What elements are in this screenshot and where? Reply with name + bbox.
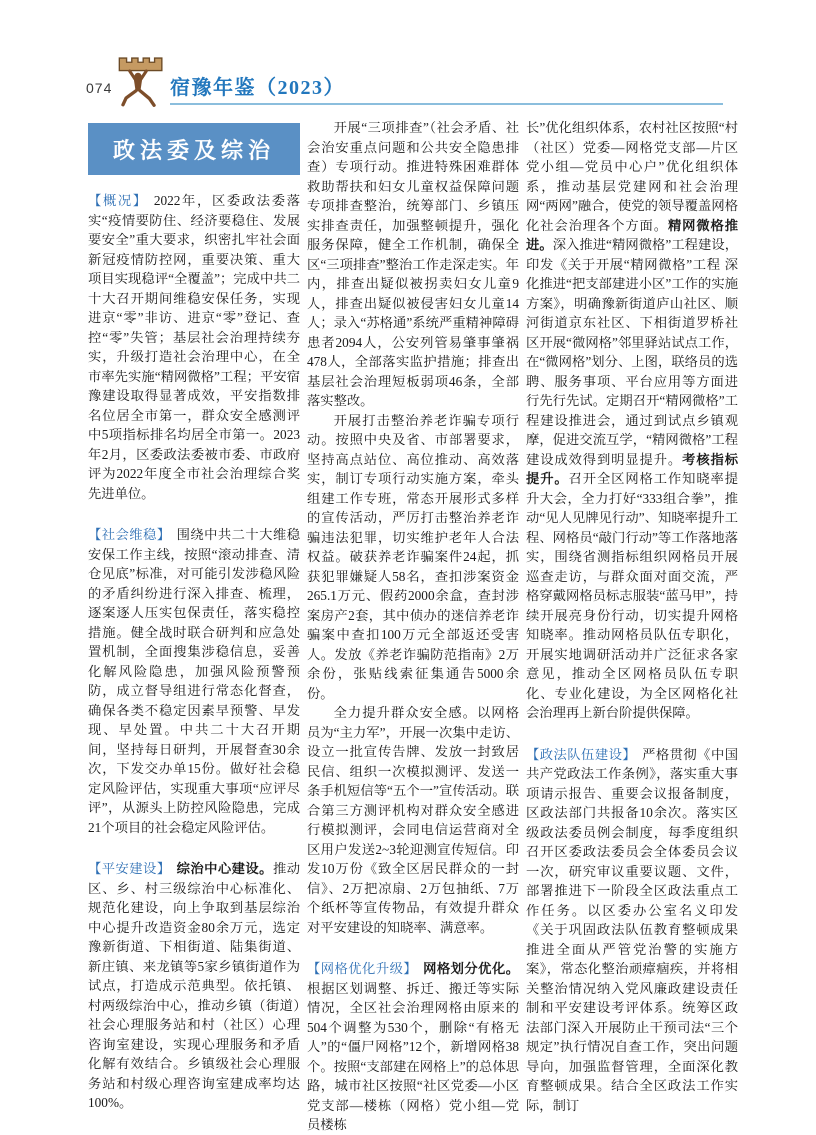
para-public-security-sense: 全力提升群众安全感。以网格员为“主力军”，开展一次集中走访、设立一批宣传告牌、发放一封致居民信、组织一次模拟测评、发送一条手机短信等“五个一”宣传活动。联合第三方测评机构对群众安全感进行模拟测评，会同电信运营商对全区用户发送2~3轮迎测宣传短信。印发10万份《致全区居民群众的一封信》、2万把凉扇、2万包抽纸、7万个纸杯等宣传物品，有效提升群众对平安建设的知晓率、满意率。 [307,705,519,935]
column-3 [526,118,738,1135]
section-overview [88,191,300,503]
section-label: 【平安建设】 [88,861,171,876]
section-grid-upgrade [307,959,519,1135]
header-rule [170,103,723,105]
section-text: 深入推进“精网微格”工程建设，印发《关于开展“精网微格”工程 深化推进“把支部建进小区”工作的实施方案》，明确豫新街道庐山社区、顺河街道京东社区、下相街道罗桥社区开展“微网格”邻里驿站试点工作，在“微网格”划分、上图，联络员的选聘、服务事项、平台应用等方面进行先行先试。定期召开“精网微格”工程建设推进会，通过到试点乡镇观摩，促进交流互学，“精网微格”工程建设成效得到明显提升。 [526,237,738,467]
section-label: 【社会维稳】 [88,527,171,542]
section-text: 严格贯彻《中国共产党政法工作条例》，落实重大事项请示报告、重要会议报备制度，区政法部门共报备10余次。落实区级政法委员例会制度，每季度组织召开区委政法委员会全体委员会议一次，研究审议重要议题、文件，部署推进下一阶段全区政法重点工作任务。以区委办公室名义印发《关于巩固政法队伍教育整顿成果 推进全面从严管党治警的实施方案》，常态化整治顽瘴痼疾，并将相关整治情况纳入党风廉政建设责任制和平安建设考评体系。统筹区政法部门深入开展防止干预司法“三个规定”执行情况自查工作，突出问题导向，加强监督管理，全面深化教育整顿成果。结合全区政法工作实际，制订 [526,746,739,1113]
section-text: 围绕中共二十大维稳安保工作主线，按照“滚动排查、清仓见底”标准，对可能引发涉稳风险的矛盾纠纷进行深入排查、梳理，逐案逐人压实包保责任，落实稳控措施。健全战时联合研判和应急处置机制，全面搜集涉稳信息，妥善化解风险隐患，加强风险预警预防，成立督导组进行常态化督查，确保各类不稳定因素早预警、早发现、早处置。中共二十大召开期间，坚持每日研判，开展督查30余次，下发交办单15份。做好社会稳定风险评估，实现重大事项“应评尽评”，从源头上防控风险隐患，完成21个项目的社会稳定风险评估。 [88,527,301,835]
section-text: 召开全区网格工作知晓率提升大会，全力打好“333组合拳”，推动“见人见牌见行动”、知晓率提升工程、网格员“敲门行动”等工作落地落实，围绕省测指标组织网格员开展巡查走访，与群众面对面交流，严格穿戴网格员标志服装“蓝马甲”，持续开展亮身份行动，切实提升网格知晓率。推动网格员队伍专职化，开展实地调研活动并广泛征求各家意见，推动全区网格员队伍专职化、专业化建设，为全区网格化社会治理再上新台阶提供保障。 [526,471,739,720]
column-1 [88,118,300,1135]
section-text: 推动区、乡、村三级综治中心标准化、规范化建设，向上争取到基层综治中心提升改造资金80余万元，选定豫新街道、下相街道、陆集街道、新庄镇、来龙镇等5家乡镇街道作为试点，打造成示范典型。依托镇、村两级综治中心，推动乡镇（街道）社会心理服务站和村（社区）心理咨询室建设，实现心理服务和矛盾化解有效结合。乡镇级社会心理服务站和村级心理咨询室建成率均达100%。 [88,861,301,1110]
section-label: 【网格优化升级】 [307,961,418,976]
subheading: 考核指标提升。 [526,451,739,486]
section-political-legal-team [526,745,738,1116]
page-number: 074 [86,80,113,96]
section-text: 2022年，区委政法委落实“疫情要防住、经济要稳住、发展要安全”重大要求，织密扎牢社会面新冠疫情防控网，重要决策、重大项目实现稳评“全覆盖”；完成中共二十大召开期间维稳安保任务，实现进京“零”非访、进京“零”登记、查控“零”失管；基层社会治理持续夯实，升级打造社会治理中心，在全市率先实施“精网微格”工程；平安宿豫建设取得显著成效，平安指数排名位居全市第一，群众安全感测评中5项指标排名均居全市第一。2023年2月，区委政法委被市委、市政府评为2022年度全市社会治理综合奖先进单位。 [88,193,301,501]
chapter-title: 政法委及综治 [112,137,275,163]
page-content [88,118,738,1135]
para-grid-continued [526,118,738,723]
subheading: 精网微格推进。 [526,217,739,252]
section-label: 【政法队伍建设】 [526,746,637,762]
section-peace-building [88,859,300,1113]
column-2 [307,118,519,1135]
section-social-stability [88,525,300,837]
section-text: 根据区划调整、拆迁、搬迁等实际情况，全区社会治理网格由原来的504个调整为530个，删除“有格无人”的“僵尸网格”12个，新增网格38个。按照“支部建在网格上”的总体思路，城市社区按照“社区党委—小区党支部—楼栋（网格）党小组—党员楼栋 [307,980,519,1132]
section-label: 【概况】 [88,193,148,208]
para-three-investigations: 开展“三项排查”（社会矛盾、社会治安重点问题和公共安全隐患排查）专项行动。推进特殊困难群体救助帮扶和妇女儿童权益保障问题专项排查整治，统筹部门、乡镇压实排查责任，加强整顿提升，强化服务保障，健全工作机制，确保全区“三项排查”整治工作走深走实。年内，排查出疑似被拐卖妇女儿童9人，排查出疑似被侵害妇女儿童14人；录入“苏格通”系统严重精神障碍患者2094人，公安列管易肇事肇祸478人，全部落实监护措施；排查出基层社会治理短板弱项46条，全部落实整改。 [307,120,519,408]
section-text: 长”优化组织体系，农村社区按照“村（社区）党委—网格党支部—片区党小组—党员中心户”优化组织体系，推动基层党建网和社会治理网“两网”融合，使党的领导覆盖网格化社会治理各个方面。 [526,120,738,233]
subheading: 综治中心建设。 [176,861,273,876]
para-anti-elder-fraud: 开展打击整治养老诈骗专项行动。按照中央及省、市部署要求，坚持高点站位、高位推动、高效落实，制订专项行动实施方案，牵头组建工作专班，常态开展形式多样的宣传活动，严厉打击整治养老诈骗违法犯罪，切实维护老年人合法权益。破获养老诈骗案件24起，抓获犯罪嫌疑人58名，查扣涉案资金265.1万元、假药2000余盒，查封涉案房产2套，其中侦办的迷信养老诈骗案中查扣100万元全部返还受害人。发放《养老诈骗防范指南》2万余份，张贴线索征集通告5000余份。 [307,412,519,701]
strongman-lifting-wall-icon [110,55,166,111]
subheading: 网格划分优化。 [423,961,520,976]
chapter-title-box [88,123,300,175]
book-title: 宿豫年鉴（2023） [170,77,345,99]
